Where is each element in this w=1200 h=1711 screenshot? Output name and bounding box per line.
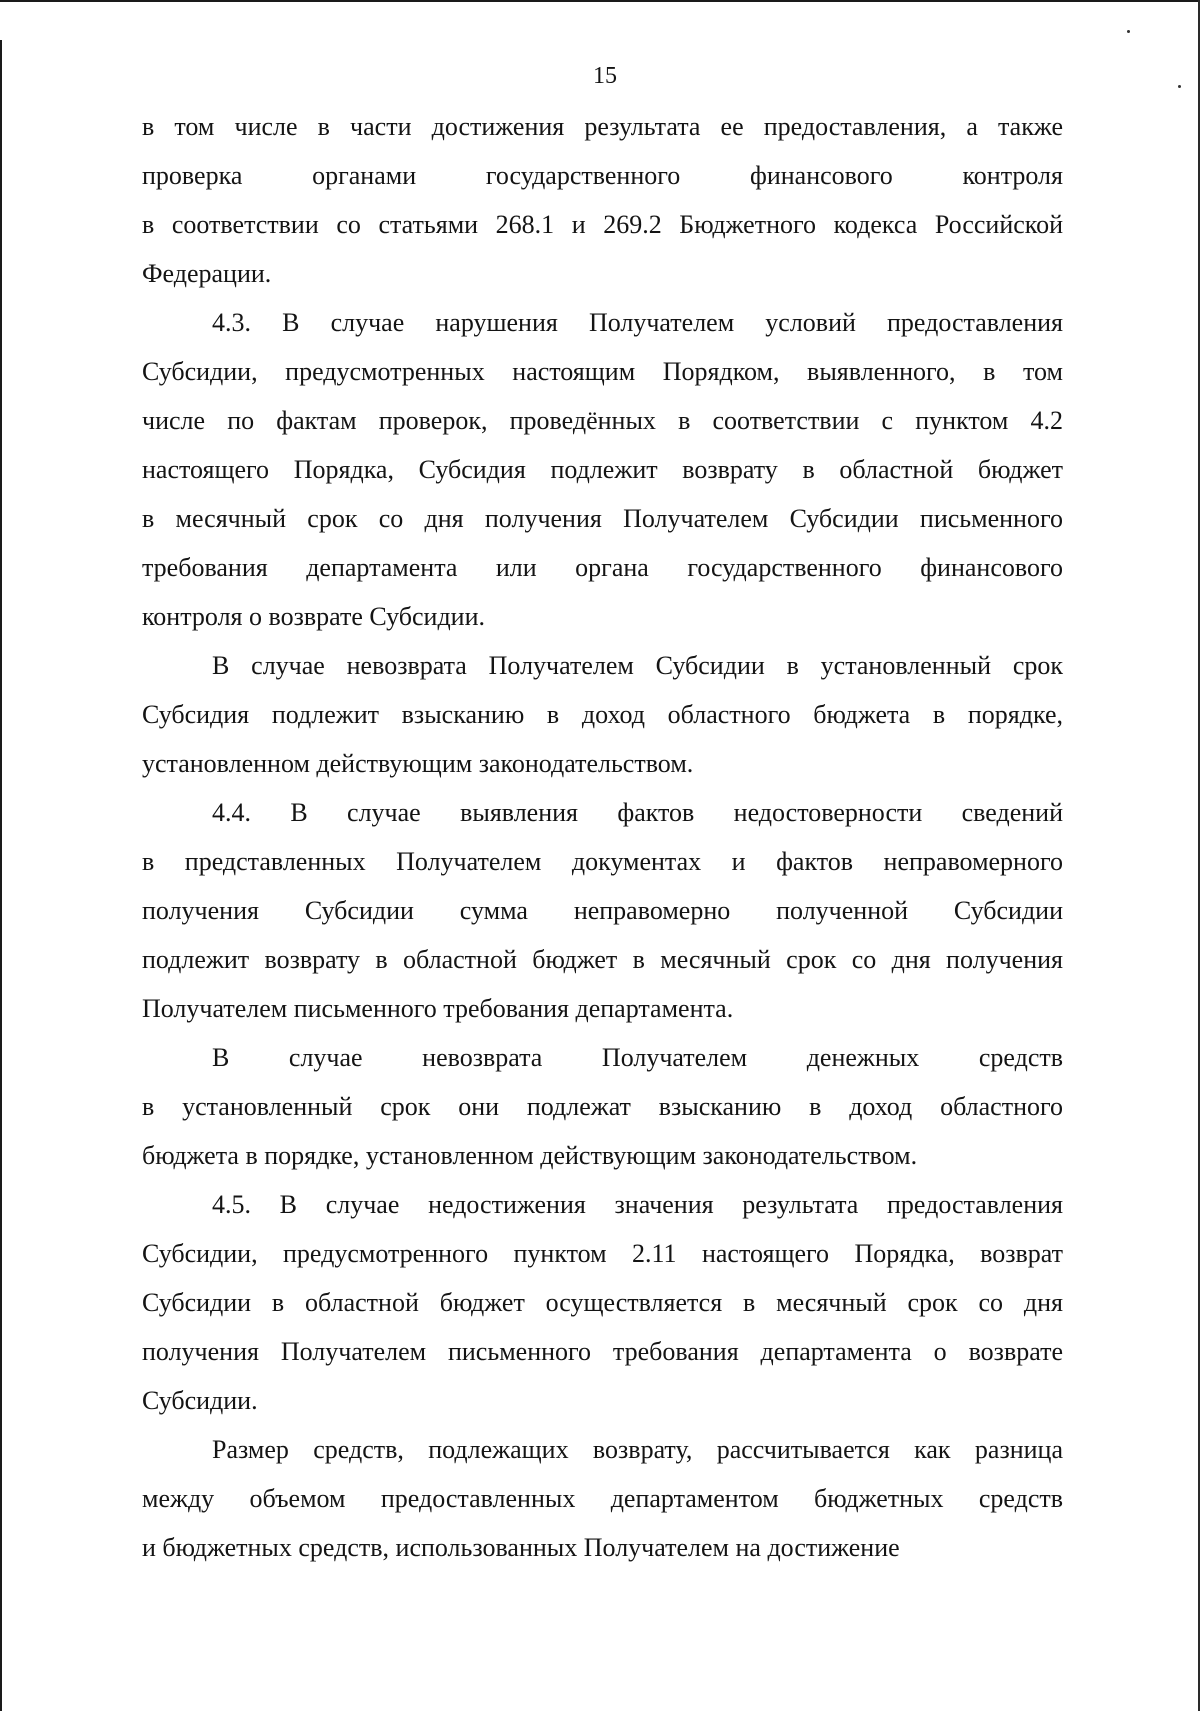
text-line: установленном действующим законодательством. xyxy=(142,749,694,778)
text-line: между объемом предоставленных департаментом бюджетных средств xyxy=(142,1484,1063,1513)
text-line: настоящего Порядка, Субсидия подлежит возврату в областной бюджет xyxy=(142,455,1063,484)
text-line: 4.3. В случае нарушения Получателем условий предоставления xyxy=(212,308,1063,337)
text-line: Субсидии, предусмотренного пунктом 2.11 настоящего Порядка, возврат xyxy=(142,1239,1063,1268)
text-line: в представленных Получателем документах и фактов неправомерного xyxy=(142,847,1063,876)
text-line: в месячный срок со дня получения Получателем Субсидии письменного xyxy=(142,504,1063,533)
paragraph xyxy=(142,1033,1063,1180)
paragraph xyxy=(142,298,1063,641)
text-line: В случае невозврата Получателем Субсидии в установленный срок xyxy=(212,651,1063,680)
text-line: подлежит возврату в областной бюджет в месячный срок со дня получения xyxy=(142,945,1063,974)
text-line: Получателем письменного требования департамента. xyxy=(142,994,734,1023)
text-line: В случае невозврата Получателем денежных средств xyxy=(212,1043,1063,1072)
text-line: Субсидии. xyxy=(142,1386,258,1415)
text-line: в соответствии со статьями 268.1 и 269.2 Бюджетного кодекса Российской xyxy=(142,210,1063,239)
document-body xyxy=(142,102,1063,1572)
text-line: получения Субсидии сумма неправомерно полученной Субсидии xyxy=(142,896,1063,925)
text-line: и бюджетных средств, использованных Получателем на достижение xyxy=(142,1533,900,1562)
text-line: Субсидии, предусмотренных настоящим Порядком, выявленного, в том xyxy=(142,357,1063,386)
text-line: Субсидия подлежит взысканию в доход областного бюджета в порядке, xyxy=(142,700,1063,729)
paragraph xyxy=(142,641,1063,788)
text-line: Размер средств, подлежащих возврату, рассчитывается как разница xyxy=(212,1435,1063,1464)
text-line: проверка органами государственного финансового контроля xyxy=(142,161,1063,190)
text-line: бюджета в порядке, установленном действующим законодательством. xyxy=(142,1141,918,1170)
text-line: числе по фактам проверок, проведённых в соответствии с пунктом 4.2 xyxy=(142,406,1063,435)
paragraph xyxy=(142,1425,1063,1572)
text-line: получения Получателем письменного требования департамента о возврате xyxy=(142,1337,1063,1366)
scan-border-left xyxy=(0,40,2,1711)
text-line: Субсидии в областной бюджет осуществляется в месячный срок со дня xyxy=(142,1288,1063,1317)
page-number: 15 xyxy=(593,63,617,89)
scan-speck xyxy=(1127,30,1130,33)
text-line: в установленный срок они подлежат взысканию в доход областного xyxy=(142,1092,1063,1121)
scan-border-top xyxy=(0,0,1200,2)
text-line: требования департамента или органа государственного финансового xyxy=(142,553,1063,582)
paragraph xyxy=(142,102,1063,298)
text-line: 4.5. В случае недостижения значения результата предоставления xyxy=(212,1190,1063,1219)
text-line: 4.4. В случае выявления фактов недостоверности сведений xyxy=(212,798,1063,827)
paragraph xyxy=(142,788,1063,1033)
text-line: контроля о возврате Субсидии. xyxy=(142,602,486,631)
text-line: в том числе в части достижения результата ее предоставления, а также xyxy=(142,112,1063,141)
text-line: Федерации. xyxy=(142,259,272,288)
paragraph xyxy=(142,1180,1063,1425)
